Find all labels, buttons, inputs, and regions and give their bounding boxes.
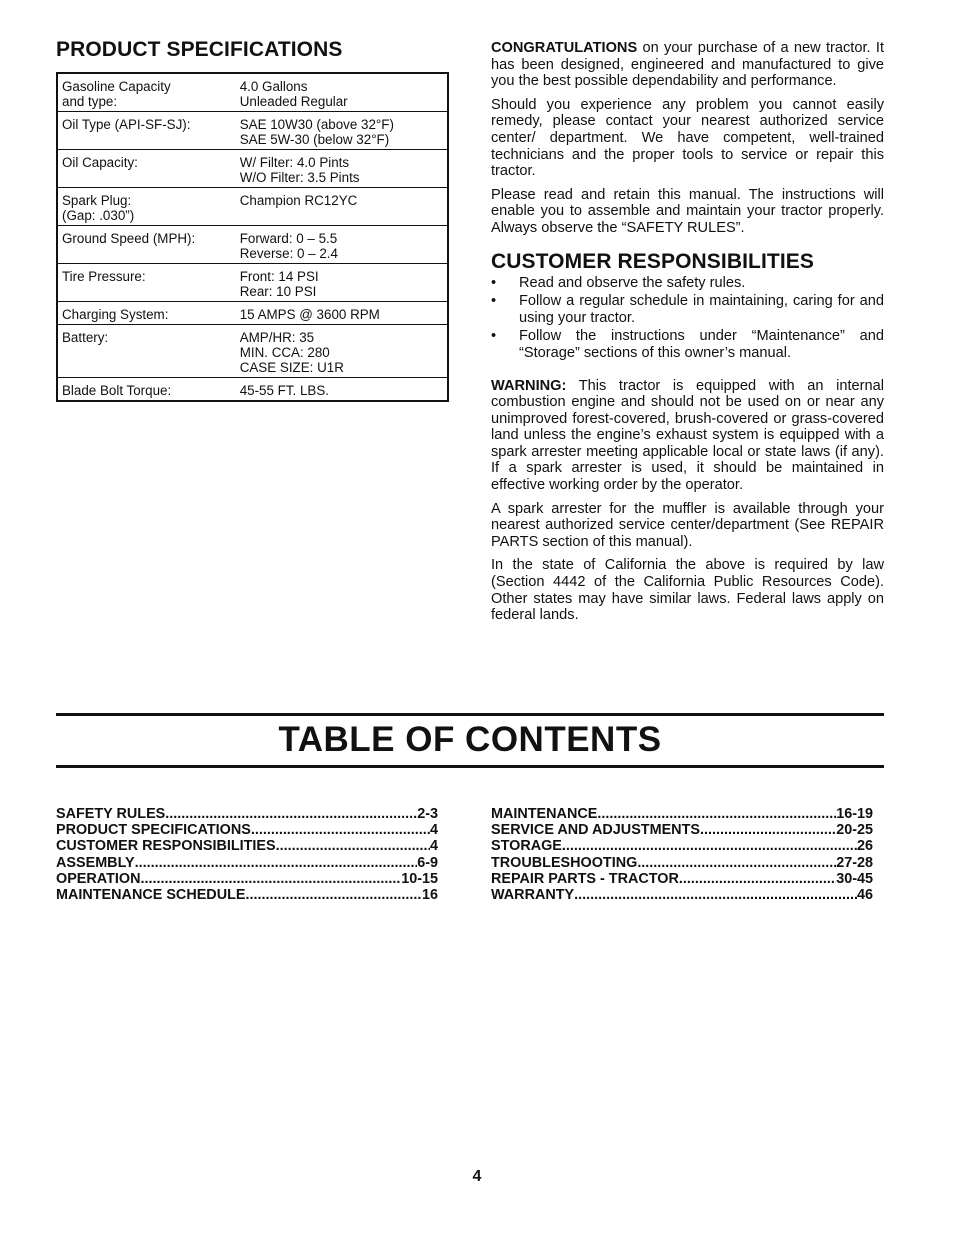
toc-entry-page: 16-19: [836, 806, 873, 822]
table-row: [57, 112, 448, 150]
spec-label: Oil Capacity:: [57, 150, 236, 188]
spec-label: Blade Bolt Torque:: [57, 378, 236, 402]
toc-entry-page: 16: [421, 887, 438, 904]
toc-entry-page: 10-15: [401, 870, 438, 887]
service-paragraph: Should you experience any problem you cannot easily remedy, please contact your nearest authorized service center/ department. We have competent, well-trained technicians and the proper tools to service or repair this tractor.: [491, 96, 884, 180]
toc-entry: [56, 838, 438, 854]
spec-label: Gasoline Capacity and type:: [62, 79, 171, 109]
spec-value: SAE 10W30 (above 32°F) SAE 5W-30 (below 32°F): [236, 112, 448, 150]
list-item: [491, 293, 884, 326]
retain-manual-paragraph: Please read and retain this manual. The instructions will enable you to assemble and maintain your tractor properly. Always observe the “SAFETY RULES”.: [491, 186, 884, 236]
table-row: [57, 264, 448, 302]
spec-value: Champion RC12YC: [236, 188, 448, 226]
spec-label: Tire Pressure:: [57, 264, 236, 302]
toc-entry: [491, 822, 873, 838]
list-item: [491, 328, 884, 361]
toc-leader: [679, 871, 836, 887]
toc-entry-label: CUSTOMER RESPONSIBILITIES: [56, 838, 276, 855]
spec-value: 15 AMPS @ 3600 RPM: [236, 302, 448, 325]
toc-entry-label: TROUBLESHOOTING: [491, 854, 638, 871]
list-item-text: Read and observe the safety rules.: [519, 274, 746, 291]
intro-section: [491, 40, 884, 631]
spec-value: W/ Filter: 4.0 Pints W/O Filter: 3.5 Pints: [236, 150, 448, 188]
spark-arrester-paragraph: A spark arrester for the muffler is available through your nearest authorized service center/department (See REPAIR PARTS section of this manual).: [491, 500, 884, 550]
toc-leader: [276, 838, 430, 854]
toc-entry-page: 26: [856, 838, 873, 855]
congratulations-text: on your purchase of a new tractor. It has been designed, engineered and manufactured to give you the best possible dependability and performance.: [491, 40, 884, 90]
toc-entry: [491, 887, 873, 903]
toc-right-column: [491, 806, 873, 903]
california-law-paragraph: In the state of California the above is required by law (Section 4442 of the California Public Resources Code). Other states may have similar laws. Federal laws apply on federal lands.: [491, 557, 884, 624]
toc-leader: [135, 855, 418, 871]
toc-leader: [562, 838, 857, 854]
toc-entry-label: SAFETY RULES: [56, 806, 166, 822]
warning-text: This tractor is equipped with an internal combustion engine and should not be used on or near any unimproved forest-covered, brush-covered or grass-covered land unless the engine’s exhaust system is equipped with a spark arrester meeting applicable local or state laws (if any). If a spark arrester is used, it should be maintained in effective working order by the operator.: [491, 377, 884, 494]
specs-heading: PRODUCT SPECIFICATIONS: [56, 38, 343, 61]
toc-entry-page: 30-45: [836, 870, 873, 887]
toc-top-rule: [56, 713, 884, 716]
toc-entry-label: PRODUCT SPECIFICATIONS: [56, 822, 251, 839]
table-row: [57, 325, 448, 378]
toc-entry-page: 6-9: [417, 854, 438, 871]
congratulations-paragraph: [491, 40, 884, 90]
toc-entry-page: 46: [856, 887, 873, 904]
toc-entry: [56, 806, 438, 822]
spec-label: Oil Type (API-SF-SJ):: [57, 112, 236, 150]
toc-leader: [574, 887, 857, 903]
table-row: [57, 188, 448, 226]
toc-leader: [165, 806, 417, 822]
bullet-icon: •: [491, 274, 497, 291]
toc-entry-label: WARRANTY: [491, 887, 575, 904]
responsibilities-list: [491, 275, 884, 362]
product-specifications-section: [56, 36, 449, 402]
spec-value: Forward: 0 – 5.5 Reverse: 0 – 2.4: [236, 226, 448, 264]
toc-entry-label: ASSEMBLY: [56, 854, 135, 871]
customer-responsibilities-heading: CUSTOMER RESPONSIBILITIES: [491, 249, 814, 273]
spec-value: Front: 14 PSI Rear: 10 PSI: [236, 264, 448, 302]
bullet-icon: •: [491, 328, 497, 345]
list-item-text: Follow the instructions under “Maintenance” and “Storage” sections of this owner’s manual.: [519, 328, 884, 361]
toc-entry: [56, 887, 438, 903]
toc-entry: [491, 806, 873, 822]
list-item-text: Follow a regular schedule in maintaining, caring for and using your tractor.: [519, 293, 884, 326]
spec-label: Ground Speed (MPH):: [57, 226, 236, 264]
list-item: [491, 275, 884, 292]
toc-entry: [56, 871, 438, 887]
warning-paragraph: [491, 378, 884, 494]
toc-leader: [140, 871, 401, 887]
toc-entry-page: 27-28: [836, 854, 873, 871]
toc-entry-page: 4: [429, 838, 438, 855]
toc-entry-label: REPAIR PARTS - TRACTOR: [491, 870, 679, 887]
toc-entry-label: MAINTENANCE SCHEDULE: [56, 887, 246, 904]
toc-leader: [251, 822, 430, 838]
toc-entry-label: MAINTENANCE: [491, 806, 598, 822]
toc-leader: [245, 887, 422, 903]
spec-value: AMP/HR: 35 MIN. CCA: 280 CASE SIZE: U1R: [236, 325, 448, 378]
toc-left-column: [56, 806, 438, 903]
toc-entry-page: 4: [429, 822, 438, 839]
toc-entry-page: 2-3: [417, 806, 438, 822]
congratulations-lead: CONGRATULATIONS: [491, 40, 638, 56]
toc-entry-label: OPERATION: [56, 870, 141, 887]
toc-entry: [56, 822, 438, 838]
spec-label: Spark Plug: (Gap: .030”): [57, 188, 236, 226]
spec-value: 4.0 Gallons Unleaded Regular: [239, 79, 348, 109]
spec-value: 45-55 FT. LBS.: [236, 378, 448, 402]
toc-entry-page: 20-25: [836, 822, 873, 839]
toc-entry-label: STORAGE: [491, 838, 562, 855]
toc-leader: [637, 855, 836, 871]
spec-label: Battery:: [57, 325, 236, 378]
table-row: [57, 226, 448, 264]
toc-leader: [597, 806, 836, 822]
toc-entry: [56, 855, 438, 871]
spec-label: Charging System:: [57, 302, 236, 325]
table-row: [57, 73, 448, 112]
specs-table: [56, 72, 449, 402]
toc-heading: TABLE OF CONTENTS: [278, 720, 662, 759]
table-row: [57, 150, 448, 188]
page-number: 4: [472, 1168, 482, 1185]
toc-entry-label: SERVICE AND ADJUSTMENTS: [491, 822, 700, 839]
toc-entry: [491, 838, 873, 854]
toc-leader: [700, 822, 836, 838]
toc-entry: [491, 871, 873, 887]
toc-bottom-rule: [56, 765, 884, 768]
bullet-icon: •: [491, 293, 497, 310]
warning-lead: WARNING:: [491, 377, 567, 394]
table-row: [57, 378, 448, 402]
toc-entry: [491, 855, 873, 871]
table-row: [57, 302, 448, 325]
